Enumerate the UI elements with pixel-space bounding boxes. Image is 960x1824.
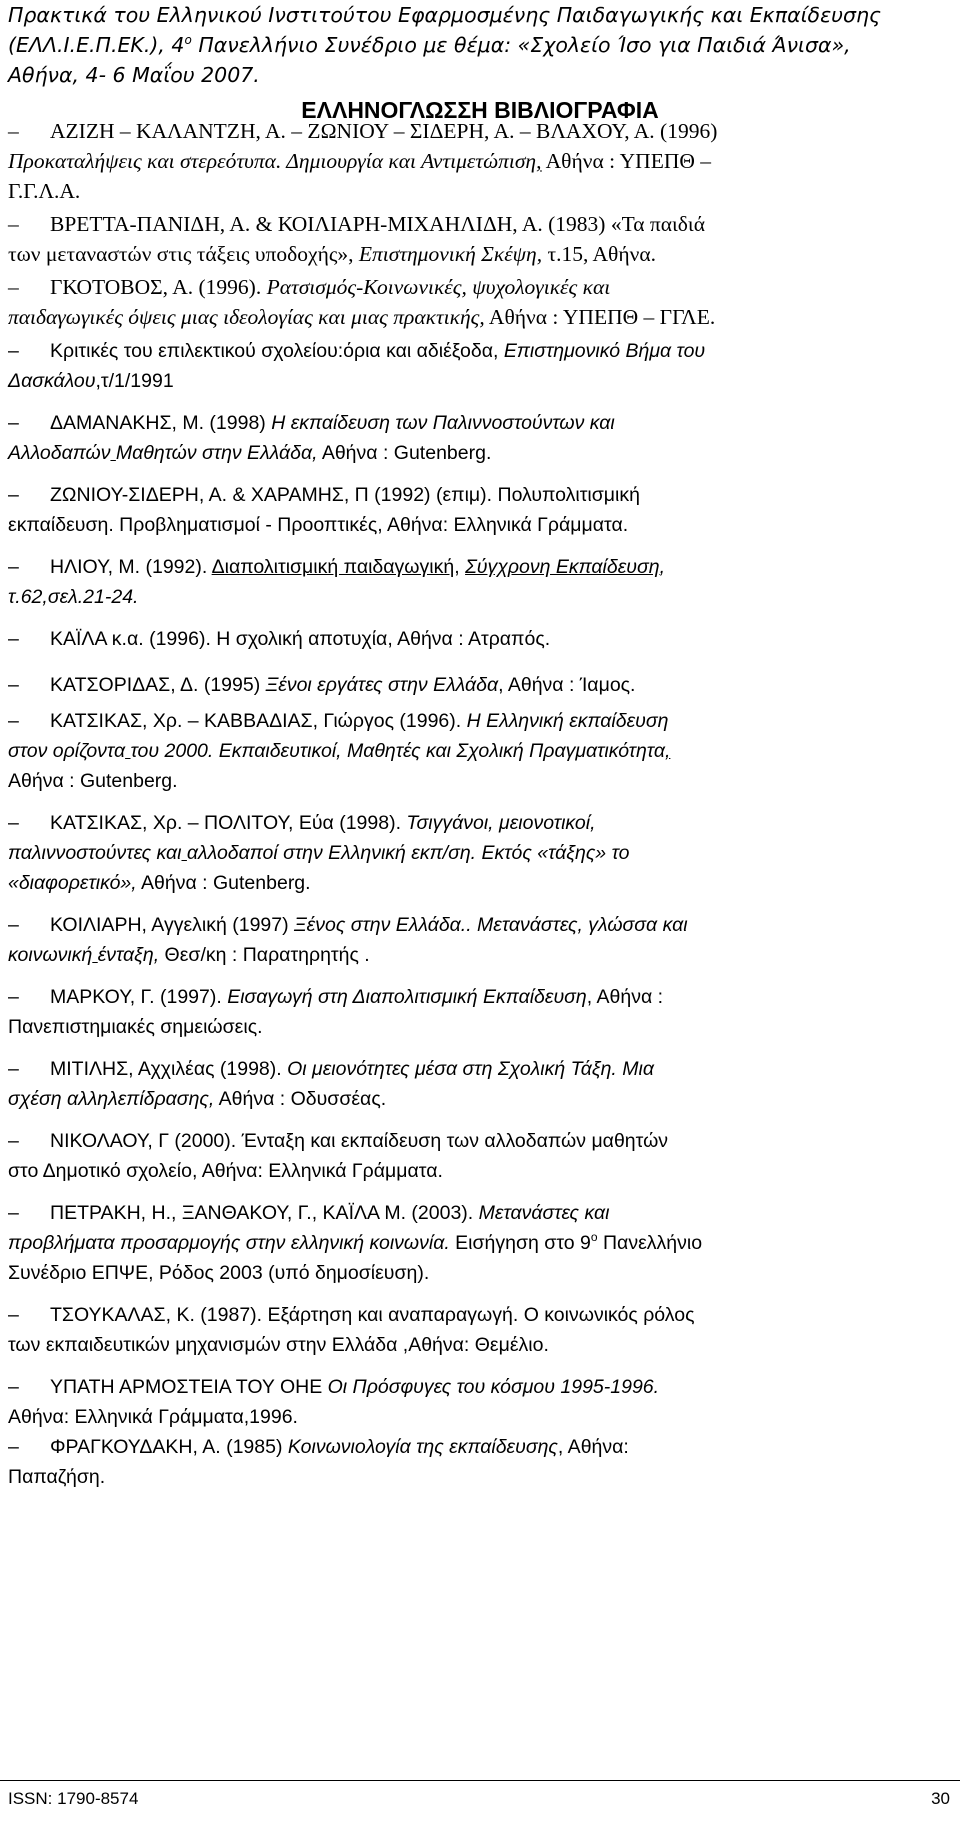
entry-text: , [659, 556, 666, 578]
bibliography-entry [8, 408, 948, 468]
header-text: Αθήνα, 4- 6 Μαΐου 2007. [8, 63, 260, 87]
entry-text: ΝΙΚΟΛΑΟΥ, Γ (2000). Ένταξη και εκπαίδευση των αλλοδαπών μαθητών [50, 1130, 669, 1152]
entry-text: ,τ/1/1991 [95, 370, 174, 392]
entry-text: ΚΑΤΣΙΚΑΣ, Χρ. – ΠΟΛΙΤΟΥ, Εύα (1998). [50, 812, 407, 834]
header-text: (ΕΛΛ.Ι.Ε.Π.ΕΚ.), 4 [8, 33, 185, 57]
entry-text: ΚΑΤΣΙΚΑΣ, Χρ. – ΚΑΒΒΑΔΙΑΣ, Γιώργος (1996). [50, 710, 467, 732]
entry-text: Αθήνα : Gutenberg. [317, 442, 492, 464]
entry-title: κοινωνική [8, 944, 93, 966]
entry-text: , [454, 556, 466, 578]
dash-marker: – [8, 628, 19, 650]
bibliography-entry [8, 706, 948, 796]
entry-title: «διαφορετικό», [8, 872, 137, 894]
entry-title: παλιννοστούντες και [8, 842, 182, 864]
entry-title: παιδαγωγικές όψεις μιας ιδεολογίας και μιας πρακτικής, [8, 305, 485, 329]
bibliography-entry [8, 1300, 948, 1360]
entry-text: ΓΚΟΤΟΒΟΣ, Α. (1996). [50, 275, 267, 299]
dash-marker: – [8, 710, 19, 732]
entry-title: Προκαταλήψεις και στερεότυπα. Δημιουργία και Αντιμετώπιση [8, 149, 537, 173]
header-text: Πανελλήνιο Συνέδριο με θέμα: «Σχολείο Ίσο για Παιδιά Άνισα», [191, 33, 851, 57]
entry-text: Πανεπιστημιακές σημειώσεις. [8, 1016, 263, 1038]
entry-title: Η Ελληνική εκπαίδευση [466, 710, 669, 732]
dash-marker: – [8, 1130, 19, 1152]
entry-text: ΦΡΑΓΚΟΥΔΑΚΗ, Α. (1985) [50, 1436, 288, 1458]
bibliography-entry [8, 808, 948, 898]
entry-title: ένταξη, [97, 944, 160, 966]
header-text: Πρακτικά του Ελληνικού Ινστιτούτου Εφαρμοσμένης Παιδαγωγικής και Εκπαίδευσης [8, 3, 882, 27]
entry-title: Εισαγωγή στη Διαπολιτισμική Εκπαίδευση [227, 986, 587, 1008]
dash-marker: – [8, 812, 19, 834]
entry-title: Αλλοδαπών [8, 442, 111, 464]
entry-text: Αθήνα : Gutenberg. [136, 872, 311, 894]
bibliography-entry [8, 1198, 948, 1288]
entry-text: Αθήνα : Οδυσσέας. [214, 1088, 387, 1110]
entry-title: Τσιγγάνοι, μειονοτικοί, [406, 812, 596, 834]
entry-title: του 2000. Εκπαιδευτικοί, Μαθητές και Σχολική Πραγματικότητα [130, 740, 665, 762]
entry-text: ΤΣΟΥΚΑΛΑΣ, Κ. (1987). Εξάρτηση και αναπαραγωγή. Ο κοινωνικός ρόλος [50, 1304, 695, 1326]
entry-text: Συνέδριο ΕΠΨΕ, Ρόδος 2003 (υπό δημοσίευση). [8, 1262, 430, 1284]
bibliography-entry [8, 1126, 948, 1186]
entry-title: Οι Πρόσφυγες του κόσμου 1995-1996. [327, 1376, 660, 1398]
dash-marker: – [8, 1202, 19, 1224]
entry-text: Κριτικές του επιλεκτικού σχολείου:όρια και αδιέξοδα, [50, 340, 504, 362]
entry-text: Θεσ/κη : Παρατηρητής . [159, 944, 370, 966]
entry-title: Ξένοι εργάτες στην Ελλάδα [265, 674, 499, 696]
dash-marker: – [8, 1376, 19, 1398]
entry-text: Διαπολιτισμική παιδαγωγική [211, 556, 455, 578]
superscript: ο [184, 33, 192, 47]
entry-title: Κοινωνιολογία της εκπαίδευσης [287, 1436, 558, 1458]
entry-text: ΜΙΤΙΛΗΣ, Αχχιλέας (1998). [50, 1058, 288, 1080]
bibliography-entry [8, 116, 948, 206]
entry-text: Αθήνα : ΥΠΕΠΘ – [541, 149, 712, 173]
entry-title: Επιστημονικό Βήμα του [503, 340, 706, 362]
entry-text: Αθήνα: Ελληνικά Γράμματα,1996. [8, 1406, 298, 1428]
dash-marker: – [8, 1058, 19, 1080]
bibliography-entry [8, 910, 948, 970]
entry-text: ΠΕΤΡΑΚΗ, Η., ΞΑΝΘΑΚΟΥ, Γ., ΚΑΪΛΑ Μ. (2003). [50, 1202, 479, 1224]
entry-text: ΗΛΙΟΥ, Μ. (1992). [50, 556, 212, 578]
header-line [8, 30, 952, 60]
issn-label: ISSN: 1790-8574 [8, 1789, 139, 1808]
entry-text: ΚΟΙΛΙΑΡΗ, Αγγελική (1997) [50, 914, 295, 936]
entry-text: ΥΠΑΤΗ ΑΡΜΟΣΤΕΙΑ ΤΟΥ ΟΗΕ [50, 1376, 328, 1398]
bibliography-entry [8, 624, 948, 654]
page-number: 30 [931, 1789, 950, 1808]
header-line [8, 0, 952, 30]
entry-title: Σύγχρονη Εκπαίδευση [465, 556, 660, 578]
dash-marker: – [8, 340, 19, 362]
page-footer [0, 1780, 960, 1815]
dash-marker: – [8, 119, 19, 143]
dash-marker: – [8, 412, 19, 434]
entry-text: των εκπαιδευτικών μηχανισμών στην Ελλάδα ,Αθήνα: Θεμέλιο. [8, 1334, 549, 1356]
entry-text: , Αθήνα: [557, 1436, 629, 1458]
entry-text: , Αθήνα : [586, 986, 664, 1008]
header-line [8, 60, 952, 90]
dash-marker: – [8, 212, 19, 236]
dash-marker: – [8, 556, 19, 578]
bibliography-entry [8, 1432, 948, 1492]
entry-title: Οι μειονότητες μέσα στη Σχολική Τάξη. Μια [287, 1058, 654, 1080]
entry-text: Πανελλήνιο [597, 1232, 703, 1254]
bibliography-entry [8, 552, 948, 612]
dash-marker: – [8, 914, 19, 936]
bibliography-entry [8, 272, 948, 332]
section-title: ΕΛΛΗΝΟΓΛΩΣΣΗ ΒΙΒΛΙΟΓΡΑΦΙΑ [301, 97, 659, 123]
entry-title: σχέση αλληλεπίδρασης, [8, 1088, 215, 1110]
entry-text: ΜΑΡΚΟΥ, Γ. (1997). [50, 986, 228, 1008]
entry-text: Αθήνα : ΥΠΕΠΘ – ΓΓΛΕ. [484, 305, 716, 329]
superscript: ο [590, 1230, 598, 1244]
entry-text: Εισήγηση στο 9 [449, 1232, 591, 1254]
dash-marker: – [8, 1304, 19, 1326]
entry-text: ΑΖΙΖΗ – ΚΑΛΑΝΤΖΗ, Α. – ΖΩΝΙΟΥ – ΣΙΔΕΡΗ, Α. – ΒΛΑΧΟΥ, Α. (1996) [50, 119, 718, 143]
entry-title: αλλοδαποί στην Ελληνική εκπ/ση. Εκτός «τάξης» το [186, 842, 630, 864]
entry-text: ΚΑΪΛΑ κ.α. (1996). Η σχολική αποτυχία, Αθήνα : Ατραπός. [50, 628, 551, 650]
dash-marker: – [8, 674, 19, 696]
bibliography-entry [8, 209, 948, 269]
entry-text: τ.62,σελ.21-24. [8, 586, 139, 608]
entry-text: των μεταναστών στις τάξεις υποδοχής», [8, 242, 359, 266]
entry-text: , [664, 740, 671, 762]
entry-title: Επιστημονική Σκέψη, [358, 242, 543, 266]
bibliography-entry [8, 670, 948, 700]
dash-marker: – [8, 484, 19, 506]
entry-title: Ρατσισμός-Κοινωνικές, ψυχολογικές και [266, 275, 611, 299]
dash-marker: – [8, 275, 19, 299]
entry-title: Η εκπαίδευση των Παλιννοστούντων και [271, 412, 615, 434]
entry-text: ΔΑΜΑΝΑΚΗΣ, Μ. (1998) [50, 412, 272, 434]
entry-title: Μαθητών στην Ελλάδα, [115, 442, 318, 464]
entry-title: Δασκάλου [8, 370, 96, 392]
bibliography-entry [8, 982, 948, 1042]
entry-text: στο Δημοτικό σχολείο, Αθήνα: Ελληνικά Γράμματα. [8, 1160, 443, 1182]
bibliography-entry [8, 1054, 948, 1114]
entry-text: , [536, 149, 542, 173]
bibliography-entry [8, 336, 948, 396]
proceedings-header [8, 0, 952, 90]
entry-text: Γ.Γ.Λ.Α. [8, 179, 81, 203]
dash-marker: – [8, 1436, 19, 1458]
entry-text: τ.15, Αθήνα. [542, 242, 656, 266]
entry-text: Παπαζήση. [8, 1466, 106, 1488]
entry-text: Αθήνα : Gutenberg. [8, 770, 178, 792]
bibliography-entry [8, 480, 948, 540]
entry-text: ΚΑΤΣΟΡΙΔΑΣ, Δ. (1995) [50, 674, 266, 696]
entry-text: , Αθήνα : Ίαμος. [498, 674, 636, 696]
entry-text: ΖΩΝΙΟΥ-ΣΙΔΕΡΗ, Α. & ΧΑΡΑΜΗΣ, Π (1992) (επιμ). Πολυπολιτισμική [50, 484, 640, 506]
bibliography-entry [8, 1372, 948, 1432]
entry-title: Μετανάστες και [478, 1202, 610, 1224]
entry-text: εκπαίδευση. Προβληματισμοί - Προοπτικές, Αθήνα: Ελληνικά Γράμματα. [8, 514, 629, 536]
entry-title: προβλήματα προσαρμογής στην ελληνική κοινωνία. [8, 1232, 450, 1254]
dash-marker: – [8, 986, 19, 1008]
entry-title: Ξένος στην Ελλάδα.. Μετανάστες, γλώσσα και [294, 914, 688, 936]
entry-text: ΒΡΕΤΤΑ-ΠΑΝΙΔΗ, Α. & ΚΟΙΛΙΑΡΗ-ΜΙΧΑΗΛΙΔΗ, Α. (1983) «Τα παιδιά [50, 212, 705, 236]
entry-title: στον ορίζοντα [8, 740, 126, 762]
